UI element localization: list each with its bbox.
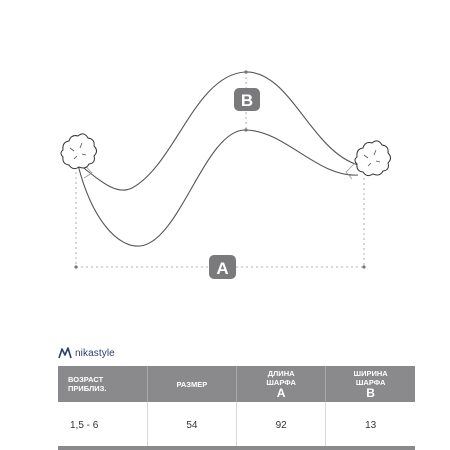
brand-logo xyxy=(58,346,115,360)
cell-age: 1,5 - 6 xyxy=(58,402,147,448)
table-bottom-border xyxy=(58,446,415,450)
size-table-header-row xyxy=(58,366,415,402)
right-pompom-icon xyxy=(355,141,391,176)
dimension-a-label: A xyxy=(216,259,229,278)
header-scarf-width: ШИРИНА ШАРФА B xyxy=(326,366,415,402)
dimension-b-badge xyxy=(234,88,260,111)
left-pompom-icon xyxy=(61,134,97,169)
cell-size: 54 xyxy=(147,402,236,448)
scarf-right-tip xyxy=(346,162,356,179)
header-age: ВОЗРАСТ ПРИБЛИЗ. xyxy=(58,366,147,402)
cell-scarf-width: 13 xyxy=(365,419,377,431)
header-size: РАЗМЕР xyxy=(147,366,236,402)
cell-scarf-length: 92 xyxy=(237,402,326,448)
size-table xyxy=(58,366,415,448)
header-scarf-length: ДЛИНА ШАРФА A xyxy=(237,366,326,402)
dimension-a-badge xyxy=(209,255,236,279)
table-row xyxy=(58,402,415,448)
scarf-inner-edge xyxy=(78,130,358,246)
nikastyle-logo-icon xyxy=(58,347,72,359)
brand-name: nikastyle xyxy=(75,347,115,359)
dimension-b-label: B xyxy=(240,91,254,110)
scarf-outer-edge xyxy=(80,72,358,190)
